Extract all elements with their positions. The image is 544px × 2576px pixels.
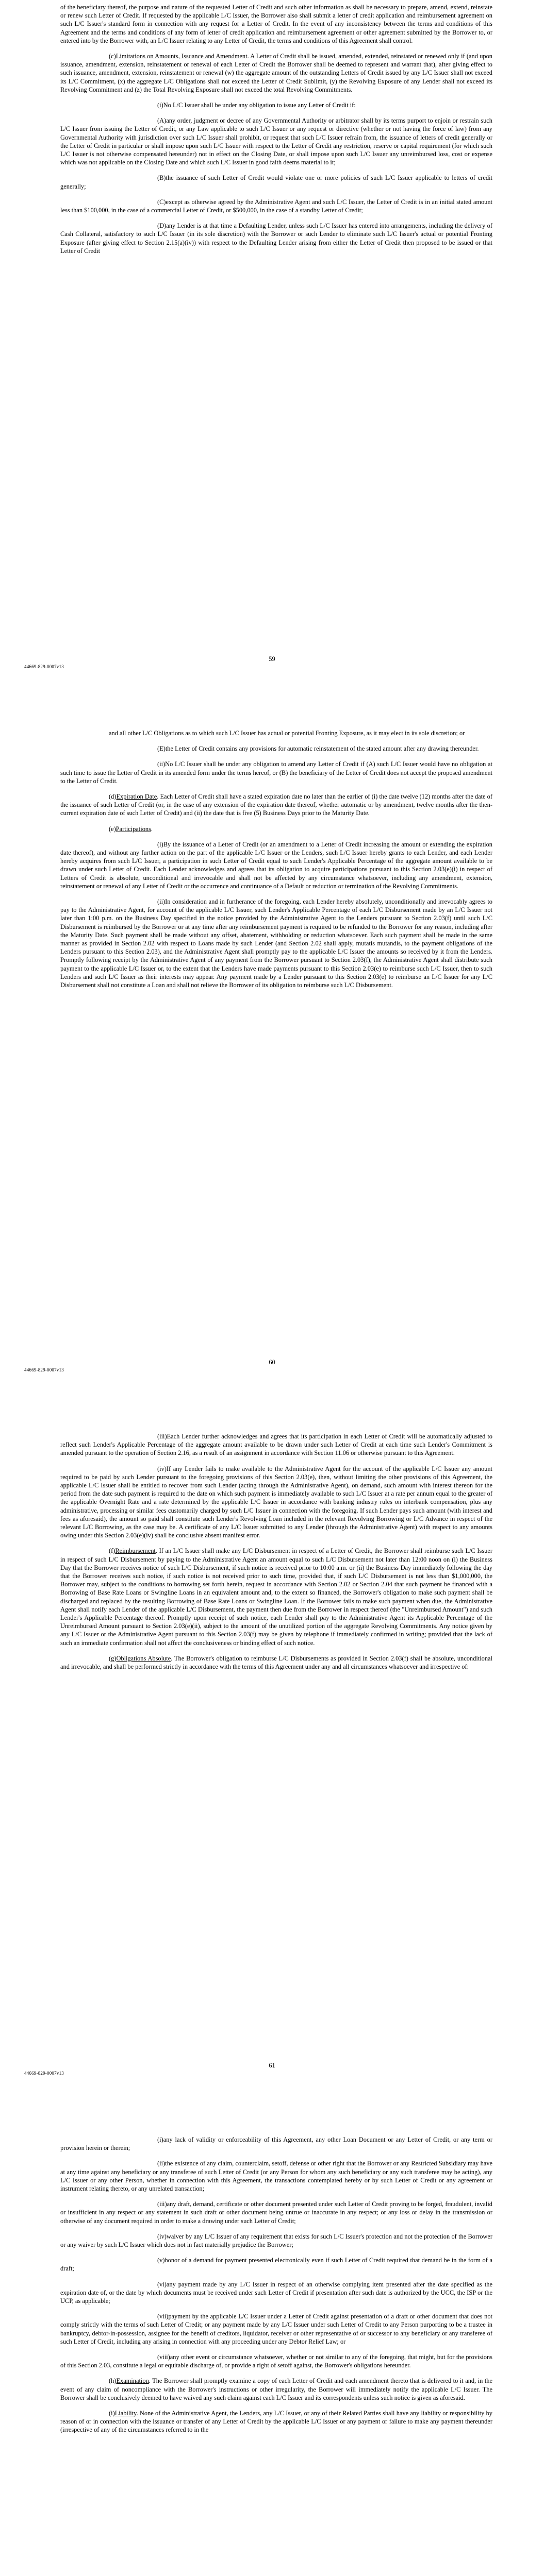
paragraph-clause-i (60, 101, 492, 109)
paragraph-text: any draft, demand, certificate or other document presented under such Letter of Credit proving to be forged, fraudulent, invalid or insufficient in any respect or any statement in such draft or other document being untrue or inaccurate in any respect; or any loss or delay in the transmission or otherwise of any document required in order to make a drawing under such Letter of Credit; (60, 2200, 492, 2225)
paragraph-clause-B (60, 174, 492, 190)
paragraph-clause-C (60, 198, 492, 214)
page-62 (0, 2110, 544, 2576)
paragraph-clause-iv (60, 1465, 492, 1540)
paragraph-clause-v (60, 2256, 492, 2273)
paragraph-text: payment by the applicable L/C Issuer under a Letter of Credit against presentation of a draft or other document that does not comply strictly with the terms of such Letter of Credit; or any payment made by any L/C Issuer under such Letter of Credit to any Person purporting to be a trustee in bankruptcy, debtor-in-possession, assignee for the benefit of creditors, liquidator, receiver or other representative of or successor to any beneficiary or any transferee of such Letter of Credit, including any arising in connection with any proceeding under any Debtor Relief Law; or (60, 2313, 492, 2345)
paragraph-clause-ii (60, 897, 492, 989)
paragraph-text: No L/C Issuer shall be under any obligation to issue any Letter of Credit if: (163, 101, 356, 109)
paragraph-clause-iv (60, 2232, 492, 2249)
clause-label: (i) (157, 840, 163, 848)
paragraph-clause-i (60, 2136, 492, 2152)
paragraph-text: . Each Letter of Credit shall have a stated expiration date no later than the earlier of (i) the date twelve (12) months after the date of the issuance of such Letter of Credit (or, in the case of any extension of the expiration date thereof, whether automatic or by amendment, twelve months after the then-current expiration date of such Letter of Credit) and (ii) the date that is five (5) Business Days prior to the Maturity Date. (60, 793, 492, 817)
paragraph-text: the issuance of such Letter of Credit would violate one or more policies of such L/C Issuer applicable to letters of credit generally; (60, 174, 492, 190)
paragraph-text: honor of a demand for payment presented electronically even if such Letter of Credit required that demand be in the form of a draft; (60, 2257, 492, 2273)
paragraph-clause-E (60, 744, 492, 753)
section-heading: Participations (116, 825, 151, 833)
section-label: (d) (109, 793, 117, 801)
paragraph-clause-D (60, 222, 492, 255)
paragraph-clause-viii (60, 2353, 492, 2369)
page-body (60, 1432, 492, 1678)
section-heading: Reimbursement (115, 1547, 156, 1555)
clause-label: (iii) (157, 2200, 167, 2208)
paragraph-text: . (151, 825, 153, 833)
paragraph-section-f (60, 1547, 492, 1647)
clause-label: (C) (157, 198, 166, 206)
paragraph-text: By the issuance of a Letter of Credit (or an amendment to a Letter of Credit increasing the amount or extending the expiration date thereof), and without any further action on the part of the applicable L/C Issuer or the Lenders, such L/C Issuer hereby grants to each Lender, and each Lender hereby acquires from such L/C Issuer, a participation in such Letter of Credit equal to such Lender's Applicable Percentage of the aggregate amount available to be drawn under such Letter of Credit. Each Lender acknowledges and agrees that its obligation to acquire participations pursuant to this Section 2.03(e)(i) in respect of Letters of Credit is absolute, unconditional and irrevocable and shall not be affected by any circumstance whatsoever, including any amendment, extension, reinstatement or renewal of any Letter of Credit or the occurrence and continuance of a Default or reduction or termination of the Revolving Commitments. (60, 840, 492, 890)
section-heading: Limitations on Amounts, Issuance and Amendment (116, 53, 248, 60)
paragraph-section-d (60, 792, 492, 818)
clause-label: (ii) (157, 898, 166, 906)
paragraph-clause-ii (60, 2159, 492, 2193)
paragraph-section-c (60, 52, 492, 94)
paragraph-clause-i (60, 840, 492, 890)
paragraph-clause-iii (60, 2200, 492, 2225)
document-id: 44669-829-0007v13 (24, 2071, 64, 2076)
page-body (60, 3, 492, 262)
clause-label: (i) (157, 101, 163, 109)
section-heading: Liability (114, 2410, 137, 2417)
page-60 (0, 703, 544, 1406)
clause-label: (vi) (157, 2280, 167, 2288)
paragraph-clause-vii (60, 2312, 492, 2346)
section-label: (f) (109, 1547, 116, 1555)
paragraph-text: any order, judgment or decree of any Governmental Authority or arbitrator shall by its terms purport to enjoin or restrain such L/C Issuer from issuing the Letter of Credit, or any Law applicable to such L/C Issuer or any request or directive (whether or not having the force of law) from any Governmental Authority with jurisdiction over such L/C Issuer shall prohibit, or request that such L/C Issuer refrain from, the issuance of letters of credit generally or the Letter of Credit in particular or shall impose upon such L/C Issuer with respect to the Letter of Credit any restriction, reserve or capital requirement (for which such L/C Issuer is not otherwise compensated hereunder) not in effect on the Closing Date, or shall impose upon such L/C Issuer any unreimbursed loss, cost or expense which was not applicable on the Closing Date and which such L/C Issuer in good faith deems material to it; (60, 117, 492, 166)
clause-label: (v) (157, 2257, 165, 2264)
section-label: (g) (109, 1654, 117, 1662)
paragraph-section-e (60, 825, 492, 833)
paragraph-text: waiver by any L/C Issuer of any requirement that exists for such L/C Issuer's protection and not the protection of the Borrower or any waiver by such L/C Issuer which does not in fact materially prejudice the Borrower; (60, 2232, 492, 2249)
paragraph-section-i (60, 2409, 492, 2434)
clause-label: (ii) (157, 2160, 166, 2167)
clause-label: (iv) (157, 1465, 167, 1472)
paragraph-text: any lack of validity or enforceability of this Agreement, any other Loan Document or any Letter of Credit, or any term or provision herein or therein; (60, 2136, 492, 2152)
section-label: (e) (109, 825, 116, 833)
page-number: 59 (269, 655, 275, 663)
paragraph-section-g (60, 1654, 492, 1671)
paragraph-text: the Letter of Credit contains any provisions for automatic reinstatement of the stated amount after any drawing thereunder. (165, 745, 479, 753)
paragraph-text: . If an L/C Issuer shall make any L/C Disbursement in respect of a Letter of Credit, the Borrower shall reimburse such L/C Issuer in respect of such L/C Disbursement by paying to the Administrative Agent an amount equal to such L/C Disbursement not later than 12:00 noon on (i) the Business Day that the Borrower receives notice of such L/C Disbursement, if such notice is received prior to 10:00 a.m. or (ii) the Business Day immediately following the day that the Borrower receives such notice, if such notice is not received prior to such time, provided that, if such L/C Disbursement is not less than $1,000,000, the Borrower may, subject to the conditions to borrowing set forth herein, request in accordance with Section 2.02 or Section 2.04 that such payment be financed with a Borrowing of Base Rate Loans or Swingline Loans in an equivalent amount and, to the extent so financed, the Borrower's obligation to make such payment shall be discharged and replaced by the resulting Borrowing of Base Rate Loans or Swingline Loan. If the Borrower fails to make such payment when due, the Administrative Agent shall notify each Lender of the applicable L/C Disbursement, the payment then due from the Borrower in respect thereof (the "Unreimbursed Amount") and such Lender's Applicable Percentage thereof. Promptly upon receipt of such notice, each Lender shall pay to the Administrative Agent its Applicable Percentage of the Unreimbursed Amount pursuant to Section 2.03(e)(ii), subject to the amount of the unutilized portion of the aggregate Revolving Commitments. Any notice given by any L/C Issuer or the Administrative Agent pursuant to this Section 2.03(f) may be given by telephone if immediately confirmed in writing; provided that the lack of such an immediate confirmation shall not affect the conclusiveness or binding effect of such notice. (60, 1547, 492, 1647)
section-label: (i) (109, 2410, 115, 2417)
paragraph-text: . The Borrower shall promptly examine a copy of each Letter of Credit and each amendment thereto that is delivered to it and, in the event of any claim of noncompliance with the Borrower's instructions or other irregularity, the Borrower will immediately notify the applicable L/C Issuer. The Borrower shall be conclusively deemed to have waived any such claim against each L/C Issuer and its correspondents unless such notice is given as aforesaid. (60, 2377, 492, 2401)
clause-label: (viii) (157, 2353, 170, 2361)
section-heading: Examination (116, 2377, 149, 2385)
clause-label: (iv) (157, 2232, 167, 2240)
page-61 (0, 1406, 544, 2110)
paragraph-clause-ii (60, 760, 492, 785)
page-body (60, 2136, 492, 2442)
paragraph-clause-iii (60, 1432, 492, 1458)
page-number: 61 (269, 2062, 275, 2069)
section-heading: Obligations Absolute (116, 1654, 171, 1662)
paragraph-text: any payment made by any L/C Issuer in respect of an otherwise complying item presented after the date specified as the expiration date of, or the date by which documents must be received under such Letter of Credit if presentation after such date is authorized by the UCC, the ISP or the UCP, as applicable; (60, 2280, 492, 2305)
section-label: (c) (109, 53, 116, 60)
paragraph-text: Each Lender further acknowledges and agrees that its participation in each Letter of Credit will be automatically adjusted to reflect such Lender's Applicable Percentage of the aggregate amount available to be drawn under such Letter of Credit at each time such Lender's Commitment is amended pursuant to the operation of Section 2.16, as a result of an assignment in accordance with Section 11.06 or otherwise pursuant to this Agreement. (60, 1433, 492, 1457)
paragraph-text: If any Lender fails to make available to the Administrative Agent for the account of the applicable L/C Issuer any amount required to be paid by such Lender pursuant to the foregoing provisions of this Section 2.03(e), then, without limiting the other provisions of this Agreement, the applicable L/C Issuer shall be entitled to recover from such Lender (acting through the Administrative Agent), on demand, such amount with interest thereon for the period from the date such payment is required to the date on which such payment is immediately available to such L/C Issuer at a rate per annum equal to the greater of the applicable Overnight Rate and a rate determined by the applicable L/C Issuer in accordance with banking industry rules on interbank compensation, plus any administrative, processing or similar fees customarily charged by such L/C Issuer in connection with the foregoing. If such Lender pays such amount (with interest and fees as aforesaid), the amount so paid shall constitute such Lender's Revolving Loan included in the relevant Revolving Borrowing or L/C Advance in respect of the relevant L/C Borrowing, as the case may be. A certificate of any L/C Issuer submitted to any Lender (through the Administrative Agent) with respect to any amounts owing under this Section 2.03(e)(iv) shall be conclusive absent manifest error. (60, 1465, 492, 1539)
clause-label: (vii) (157, 2313, 169, 2320)
paragraph-text: In consideration and in furtherance of the foregoing, each Lender hereby absolutely, unconditionally and irrevocably agrees to pay to the Administrative Agent, for account of the applicable L/C Issuer, such Lender's Applicable Percentage of each L/C Disbursement made by an L/C Issuer not later than 1:00 p.m. on the Business Day specified in the notice provided by the Administrative Agent to the Lenders pursuant to Section 2.03(f) until such L/C Disbursement is reimbursed by the Borrower or at any time after any reimbursement payment is required to be refunded to the Borrower for any reason, including after the Maturity Date. Such payment shall be made without any offset, abatement, withholding or reduction whatsoever. Each such payment shall be made in the same manner as provided in Section 2.02 with respect to Loans made by such Lender (and Section 2.02 shall apply, mutatis mutandis, to the payment obligations of the Lenders pursuant to this Section 2.03), and the Administrative Agent shall promptly pay to the applicable L/C Issuer the amounts so received by it from the Lenders. Promptly following receipt by the Administrative Agent of any payment from the Borrower pursuant to Section 2.03(f), the Administrative Agent shall distribute such payment to the applicable L/C Issuer or, to the extent that the Lenders have made payments pursuant to this Section 2.03(e) to reimburse such L/C Issuer, then to such Lenders and such L/C Issuer as their interests may appear. Any payment made by a Lender pursuant to this Section 2.03(e) to reimburse an L/C Issuer for any L/C Disbursement shall not constitute a Loan and shall not relieve the Borrower of its obligation to reimburse such L/C Disbursement. (60, 898, 492, 989)
paragraph-text: No L/C Issuer shall be under any obligation to amend any Letter of Credit if (A) such L/C Issuer would have no obligation at such time to issue the Letter of Credit in its amended form under the terms hereof, or (B) the beneficiary of the Letter of Credit does not accept the proposed amendment to the Letter of Credit. (60, 760, 492, 785)
clause-label: (i) (157, 2136, 163, 2143)
clause-label: (B) (157, 174, 166, 182)
document-id: 44669-829-0007v13 (24, 664, 64, 669)
paragraph-clause-vi (60, 2280, 492, 2306)
paragraph-text: . A Letter of Credit shall be issued, amended, extended, reinstated or renewed only if (and upon issuance, amendment, extension, reinstatement or renewal of each Letter of Credit the Borrower shall be deemed to represent and warrant that), after giving effect to such issuance, amendment, extension, reinstatement or renewal (w) the aggregate amount of the outstanding Letters of Credit issued by any L/C Issuer shall not exceed its L/C Commitment, (x) the aggregate L/C Obligations shall not exceed the Letter of Credit Sublimit, (y) the Revolving Exposure of any Lender shall not exceed its Revolving Commitment and (z) the Total Revolving Exposure shall not exceed the total Revolving Commitments. (60, 53, 492, 93)
clause-label: (D) (157, 222, 167, 230)
clause-label: (A) (157, 117, 167, 125)
paragraph-text: . None of the Administrative Agent, the Lenders, any L/C Issuer, or any of their Related Parties shall have any liability or responsibility by reason of or in connection with the issuance or transfer of any Letter of Credit by the applicable L/C Issuer or any payment or failure to make any payment thereunder (irrespective of any of the circumstances referred to in the (60, 2410, 492, 2434)
paragraph: of the beneficiary thereof, the purpose and nature of the requested Letter of Credit and such other information as shall be necessary to prepare, amend, extend, reinstate or renew such Letter of Credit. If requested by the applicable L/C Issuer, the Borrower also shall submit a letter of credit application and reimbursement agreement on such L/C Issuer's standard form in connection with any request for a Letter of Credit. In the event of any inconsistency between the terms and conditions of this Agreement and the terms and conditions of any form of letter of credit application and reimbursement agreement or other agreement submitted by the Borrower to, or entered into by the Borrower with, an L/C Issuer relating to any Letter of Credit, the terms and conditions of this Agreement shall control. (60, 4, 492, 44)
paragraph: and all other L/C Obligations as to which such L/C Issuer has actual or potential Fronting Exposure, as it may elect in its sole discretion; or (109, 730, 465, 737)
clause-label: (E) (157, 745, 166, 753)
section-heading: Expiration Date (116, 793, 157, 801)
document-id: 44669-829-0007v13 (24, 1367, 64, 1372)
clause-label: (ii) (157, 760, 166, 768)
paragraph-section-h (60, 2377, 492, 2402)
paragraph-text: . The Borrower's obligation to reimburse L/C Disbursements as provided in Section 2.03(f) shall be absolute, unconditional and irrevocable, and shall be performed strictly in accordance with the terms of this Agreement under any and all circumstances whatsoever and irrespective of: (60, 1654, 492, 1671)
paragraph-clause-A (60, 116, 492, 166)
paragraph-text: except as otherwise agreed by the Administrative Agent and such L/C Issuer, the Letter of Credit is in an initial stated amount less than $100,000, in the case of a commercial Letter of Credit, or $500,000, in the case of a standby Letter of Credit; (60, 198, 492, 214)
paragraph-text: any other event or circumstance whatsoever, whether or not similar to any of the foregoing, that might, but for the provisions of this Section 2.03, constitute a legal or equitable discharge of, or provide a right of setoff against, the Borrower's obligations hereunder. (60, 2353, 492, 2369)
page-number: 60 (269, 1359, 275, 1366)
clause-label: (iii) (157, 1433, 167, 1440)
paragraph-text: the existence of any claim, counterclaim, setoff, defense or other right that the Borrower or any Restricted Subsidiary may have at any time against any beneficiary or any transferee of such Letter of Credit (or any Person for whom any such beneficiary or any such transferee may be acting), any L/C Issuer or any other Person, whether in connection with this Agreement, the transactions contemplated hereby or by such Letter of Credit or any agreement or instrument relating thereto, or any unrelated transaction; (60, 2160, 492, 2193)
page-body (60, 729, 492, 996)
section-label: (h) (109, 2377, 117, 2385)
paragraph-text: any Lender is at that time a Defaulting Lender, unless such L/C Issuer has entered into arrangements, including the delivery of Cash Collateral, satisfactory to such L/C Issuer (in its sole discretion) with the Borrower or such Lender to eliminate such L/C Issuer's actual or potential Fronting Exposure (after giving effect to Section 2.15(a)(iv)) with respect to the Defaulting Lender arising from either the Letter of Credit then proposed to be issued or that Letter of Credit (60, 222, 492, 255)
page-59 (0, 0, 544, 703)
